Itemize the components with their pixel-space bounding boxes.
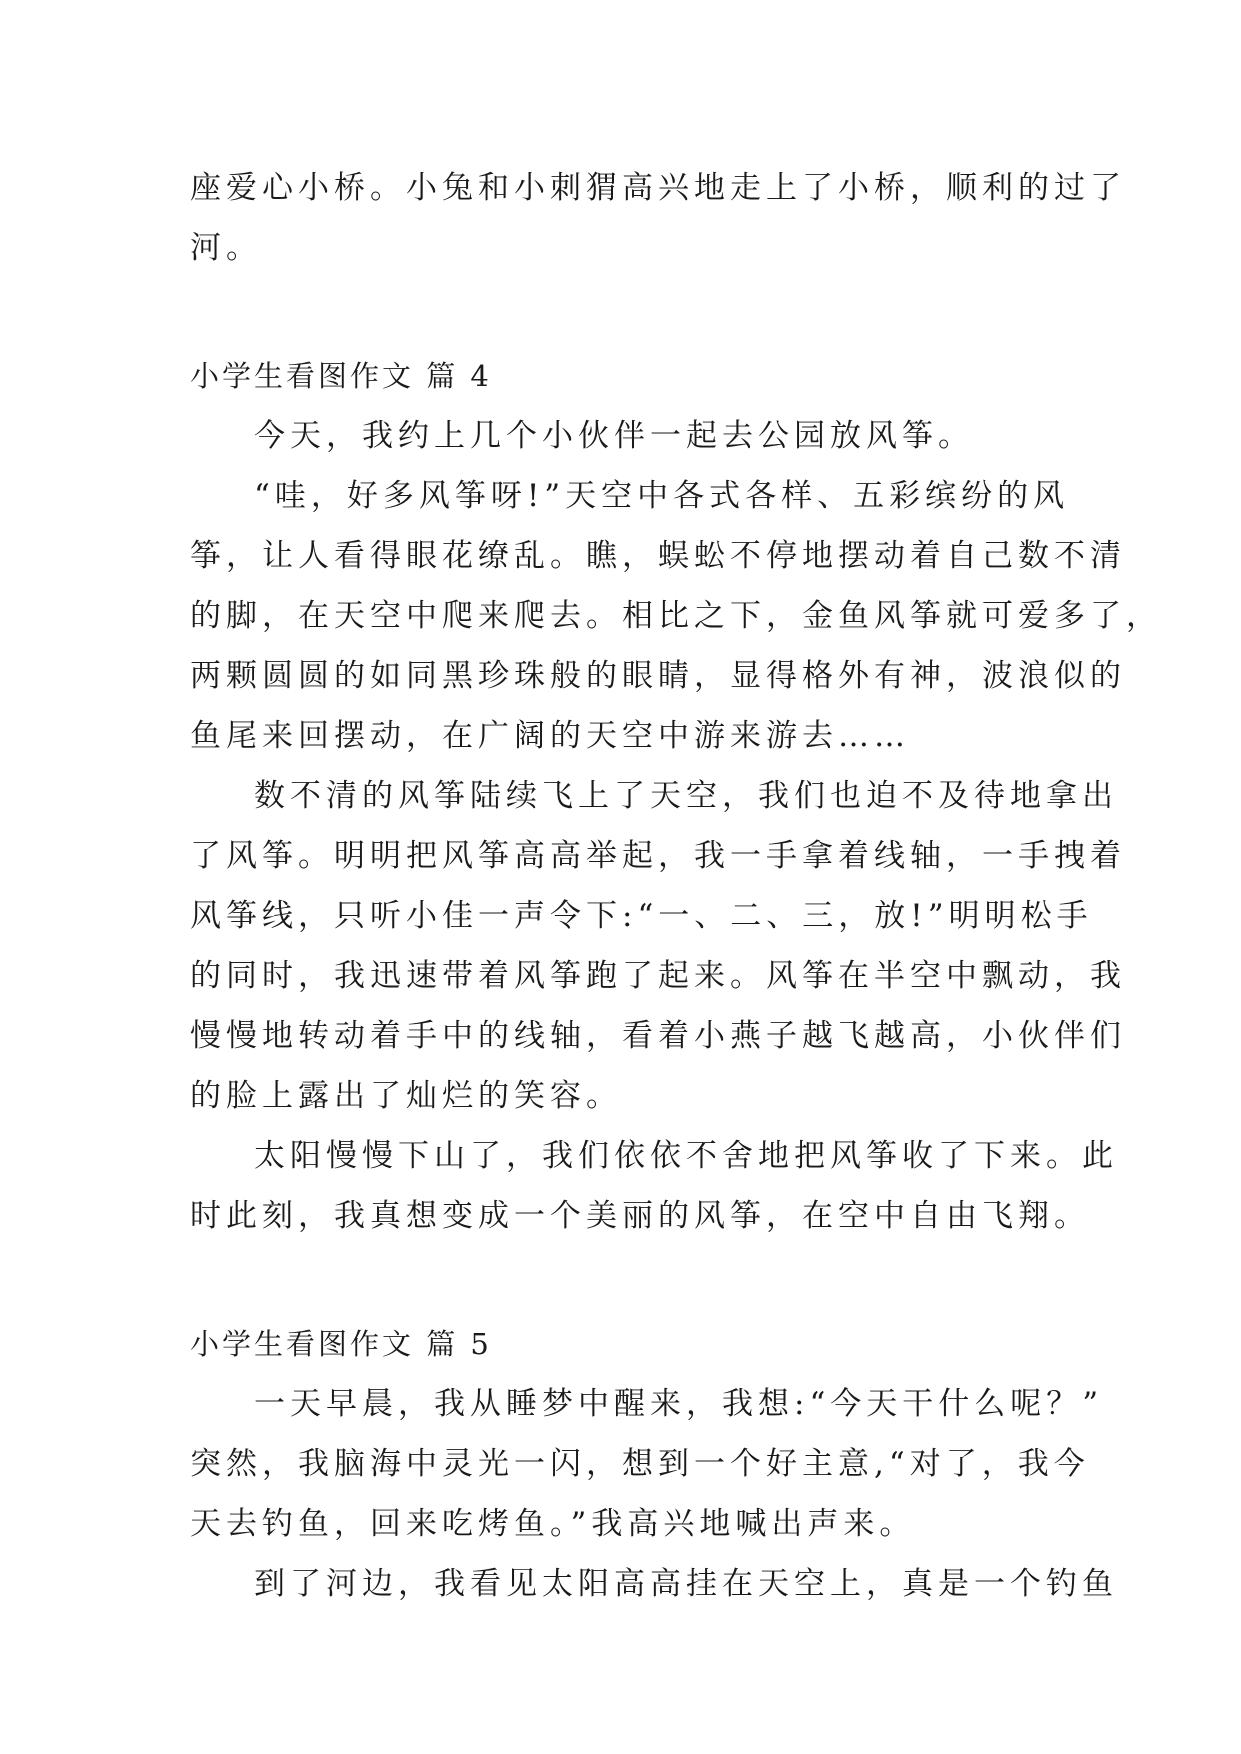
paragraph-line: 天去钓鱼，回来吃烤鱼。”我高兴地喊出声来。	[190, 1506, 916, 1542]
paragraph-line: 座爱心小桥。小兔和小刺猬高兴地走上了小桥，顺利的过了	[190, 170, 1126, 206]
paragraph-line: “哇，好多风筝呀!”天空中各式各样、五彩缤纷的风	[254, 478, 1070, 514]
paragraph-line: 两颗圆圆的如同黑珍珠般的眼睛，显得格外有神，波浪似的	[190, 658, 1126, 694]
section-4-title: 小学生看图作文 篇 4	[190, 359, 492, 393]
section-5-title: 小学生看图作文 篇 5	[190, 1327, 492, 1361]
paragraph-line: 的同时，我迅速带着风筝跑了起来。风筝在半空中飘动，我	[190, 958, 1126, 994]
paragraph-line: 慢慢地转动着手中的线轴，看着小燕子越飞越高，小伙伴们	[190, 1018, 1126, 1054]
paragraph-line: 时此刻，我真想变成一个美丽的风筝，在空中自由飞翔。	[190, 1198, 1090, 1234]
paragraph-line: 今天，我约上几个小伙伴一起去公园放风筝。	[254, 418, 974, 454]
paragraph-line: 突然，我脑海中灵光一闪，想到一个好主意,“对了，我今	[190, 1446, 1090, 1482]
paragraph-line: 太阳慢慢下山了，我们依依不舍地把风筝收了下来。此	[254, 1138, 1118, 1174]
paragraph-line: 一天早晨，我从睡梦中醒来，我想:“今天干什么呢？”	[254, 1386, 1104, 1422]
paragraph-line: 的脸上露出了灿烂的笑容。	[190, 1078, 622, 1114]
document-page	[190, 158, 1162, 1614]
paragraph-line: 河。	[190, 230, 262, 266]
paragraph-line: 数不清的风筝陆续飞上了天空，我们也迫不及待地拿出	[254, 778, 1118, 814]
paragraph-line: 到了河边，我看见太阳高高挂在天空上，真是一个钓鱼	[254, 1566, 1118, 1602]
paragraph-line: 筝，让人看得眼花缭乱。瞧，蜈蚣不停地摆动着自己数不清	[190, 538, 1126, 574]
paragraph-line: 风筝线，只听小佳一声令下:“一、二、三，放!”明明松手	[190, 898, 1093, 934]
paragraph-line: 了风筝。明明把风筝高高举起，我一手拿着线轴，一手拽着	[190, 838, 1126, 874]
paragraph-line: 鱼尾来回摆动，在广阔的天空中游来游去……	[190, 718, 910, 754]
paragraph-line: 的脚，在天空中爬来爬去。相比之下，金鱼风筝就可爱多了，	[190, 598, 1162, 634]
